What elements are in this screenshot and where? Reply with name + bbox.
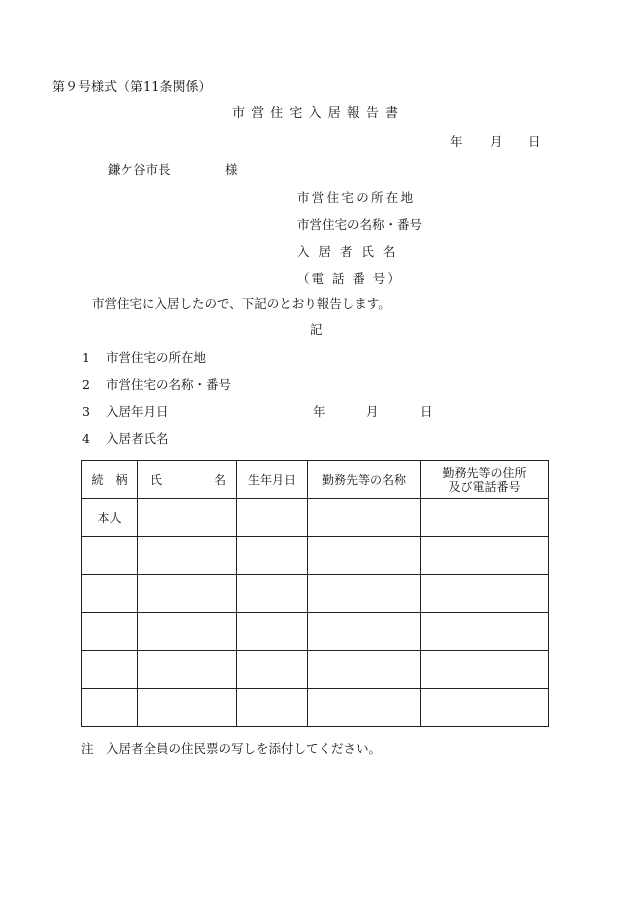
item-label: 市営住宅の所在地 bbox=[106, 350, 207, 365]
header-name bbox=[138, 461, 237, 499]
workplace-address-cell[interactable] bbox=[421, 689, 549, 727]
workplace-address-cell[interactable] bbox=[421, 613, 549, 651]
workplace-cell[interactable] bbox=[308, 613, 421, 651]
birthdate-cell[interactable] bbox=[237, 651, 308, 689]
item-number: 3 bbox=[82, 404, 90, 419]
header-name-family: 氏 bbox=[150, 472, 163, 487]
birthdate-cell[interactable] bbox=[237, 575, 308, 613]
table-row bbox=[82, 575, 549, 613]
workplace-address-cell[interactable] bbox=[421, 499, 549, 537]
name-cell[interactable] bbox=[138, 575, 237, 613]
field-occupant-label: 入 居 者 氏 名 bbox=[297, 244, 398, 259]
relation-cell[interactable] bbox=[82, 651, 138, 689]
relation-cell[interactable] bbox=[82, 613, 138, 651]
addressee-name: 鎌ケ谷市長 bbox=[108, 162, 171, 177]
date-day: 日 bbox=[528, 134, 541, 149]
item-number: 1 bbox=[82, 350, 90, 365]
header-workplace-address-line1: 勤務先等の住所 bbox=[442, 465, 527, 480]
birthdate-cell[interactable] bbox=[237, 537, 308, 575]
relation-cell[interactable] bbox=[82, 575, 138, 613]
note-label: 注 bbox=[81, 741, 94, 756]
name-cell[interactable] bbox=[138, 689, 237, 727]
workplace-cell[interactable] bbox=[308, 575, 421, 613]
item-number: 4 bbox=[82, 431, 90, 446]
date-month: 月 bbox=[490, 134, 503, 149]
table-row bbox=[82, 689, 549, 727]
workplace-cell[interactable] bbox=[308, 689, 421, 727]
header-workplace: 勤務先等の名称 bbox=[308, 461, 421, 499]
header-birthdate: 生年月日 bbox=[237, 461, 308, 499]
table-row bbox=[82, 651, 549, 689]
move-in-year: 年 bbox=[313, 404, 326, 419]
table-header-row bbox=[82, 461, 549, 499]
move-in-month: 月 bbox=[366, 404, 379, 419]
name-cell[interactable] bbox=[138, 613, 237, 651]
addressee-honorific: 様 bbox=[225, 162, 238, 177]
workplace-address-cell[interactable] bbox=[421, 537, 549, 575]
household-table bbox=[81, 460, 549, 727]
workplace-cell[interactable] bbox=[308, 537, 421, 575]
workplace-cell[interactable] bbox=[308, 651, 421, 689]
header-workplace-address-line2: 及び電話番号 bbox=[448, 479, 521, 494]
workplace-address-cell[interactable] bbox=[421, 651, 549, 689]
relation-cell[interactable] bbox=[82, 537, 138, 575]
field-name-number-label: 市営住宅の名称・番号 bbox=[297, 217, 423, 232]
item-label: 市営住宅の名称・番号 bbox=[106, 377, 232, 392]
birthdate-cell[interactable] bbox=[237, 613, 308, 651]
birthdate-cell[interactable] bbox=[237, 499, 308, 537]
relation-cell[interactable] bbox=[82, 689, 138, 727]
workplace-address-cell[interactable] bbox=[421, 575, 549, 613]
item-label: 入居者氏名 bbox=[106, 431, 169, 446]
table-row bbox=[82, 613, 549, 651]
header-workplace-address bbox=[421, 461, 549, 499]
field-phone-label: （電 話 番 号） bbox=[297, 271, 402, 286]
item-label: 入居年月日 bbox=[106, 404, 169, 419]
relation-cell[interactable]: 本人 bbox=[82, 499, 138, 537]
note-text: 入居者全員の住民票の写しを添付してください。 bbox=[106, 741, 382, 756]
workplace-cell[interactable] bbox=[308, 499, 421, 537]
table-row bbox=[82, 537, 549, 575]
intro-text: 市営住宅に入居したので、下記のとおり報告します。 bbox=[92, 296, 391, 311]
item-number: 2 bbox=[82, 377, 90, 392]
page-title: 市 営 住 宅 入 居 報 告 書 bbox=[232, 106, 400, 121]
form-number: 第９号様式（第11条関係） bbox=[52, 80, 212, 95]
ki-label: 記 bbox=[310, 322, 323, 337]
header-name-given: 名 bbox=[213, 472, 226, 487]
name-cell[interactable] bbox=[138, 499, 237, 537]
move-in-day: 日 bbox=[420, 404, 433, 419]
header-relation: 続 柄 bbox=[82, 461, 138, 499]
field-address-label: 市営住宅の所在地 bbox=[297, 190, 416, 205]
table-row bbox=[82, 499, 549, 537]
name-cell[interactable] bbox=[138, 651, 237, 689]
name-cell[interactable] bbox=[138, 537, 237, 575]
birthdate-cell[interactable] bbox=[237, 689, 308, 727]
date-year: 年 bbox=[450, 134, 463, 149]
